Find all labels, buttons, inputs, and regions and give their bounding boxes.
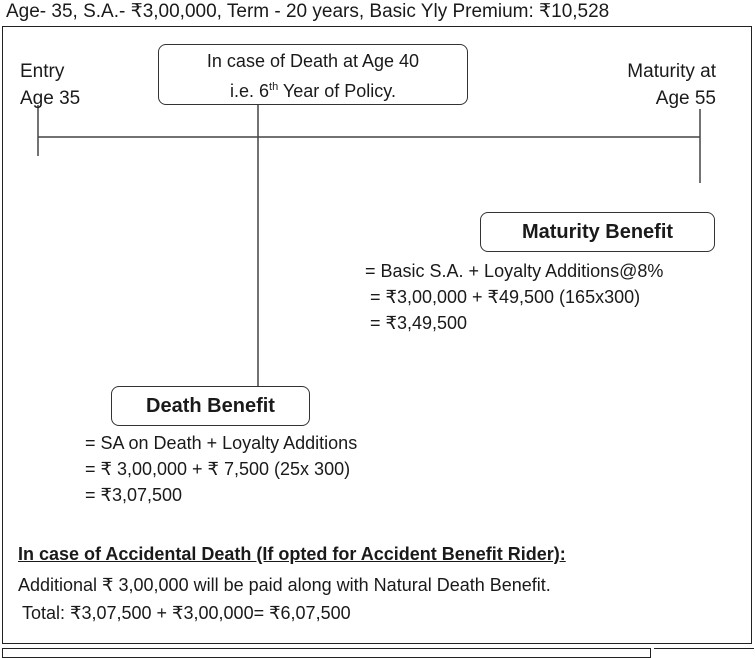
accidental-death-total: Total: ₹3,07,500 + ₹3,00,000= ₹6,07,500 <box>22 603 351 623</box>
maturity-benefit-calc: = Basic S.A. + Loyalty Additions@8% = ₹3,00,000 + ₹49,500 (165x300) = ₹3,49,500 <box>365 261 664 333</box>
accidental-death-line: Additional ₹ 3,00,000 will be paid along with Natural Death Benefit. <box>18 575 551 595</box>
accidental-death-heading: In case of Accidental Death (If opted for Accident Benefit Rider): <box>18 544 566 564</box>
maturity-benefit-title: Maturity Benefit <box>480 212 715 252</box>
entry-label: Entry Age 35 <box>20 61 81 109</box>
death-benefit-title: Death Benefit <box>111 386 310 426</box>
maturity-label: Maturity at Age 55 <box>627 61 716 109</box>
death-case-box: In case of Death at Age 40 i.e. 6th Year of Policy. <box>158 44 468 105</box>
policy-summary-header: Age- 35, S.A.- ₹3,00,000, Term - 20 years, Basic Yly Premium: ₹10,528 <box>6 1 610 22</box>
death-benefit-calc: = SA on Death + Loyalty Additions = ₹ 3,00,000 + ₹ 7,500 (25x 300) = ₹3,07,500 <box>85 433 358 505</box>
